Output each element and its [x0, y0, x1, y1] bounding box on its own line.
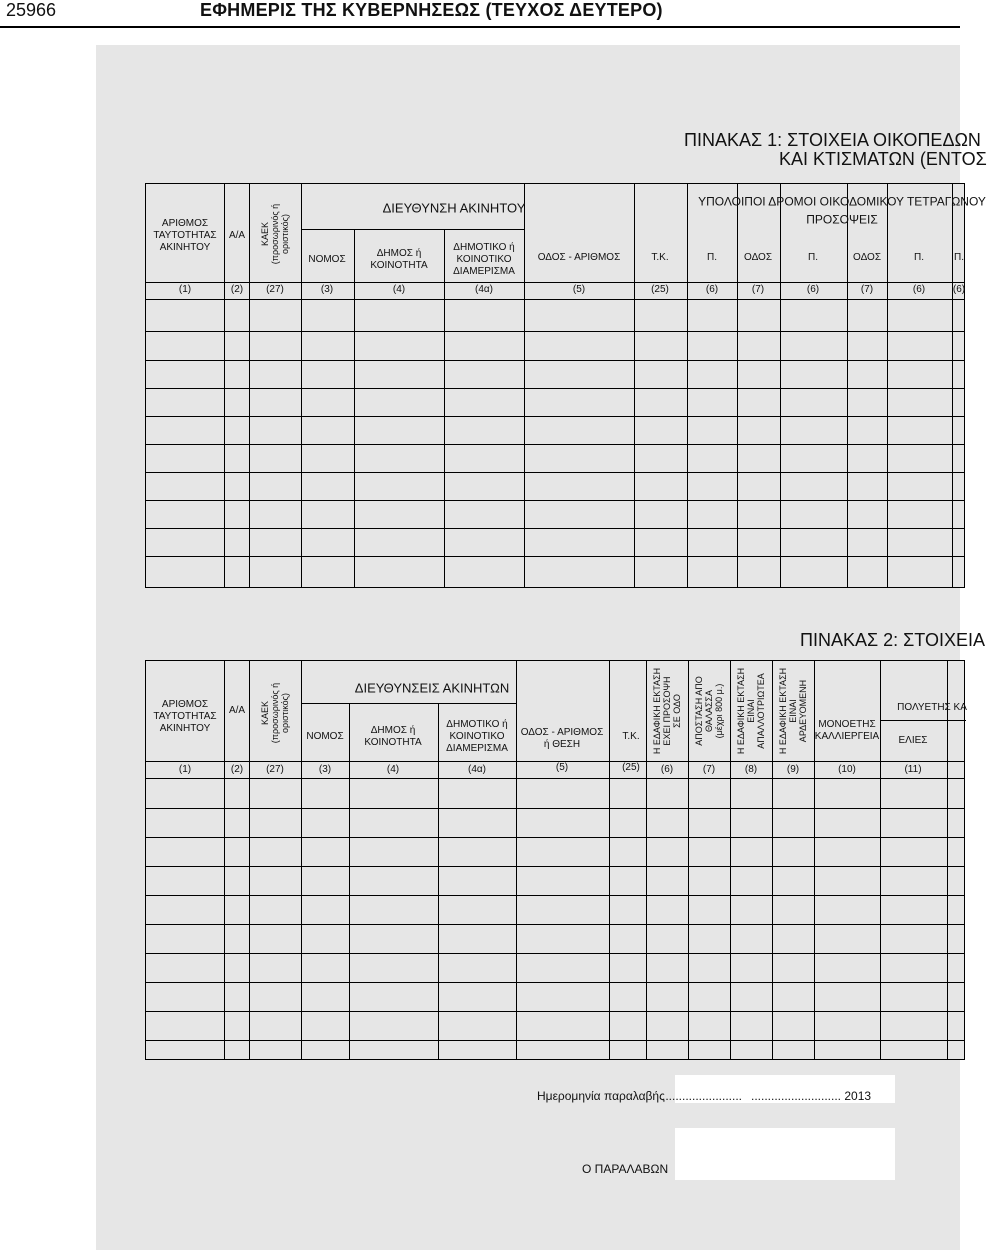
receipt-date-dots: ........................ [662, 1089, 743, 1103]
table1-title-line1: ΠΙΝΑΚΑΣ 1: ΣΤΟΙΧΕΙΑ ΟΙΚΟΠΕΔΩΝ [684, 130, 981, 150]
t2-header-sea-distance: ΑΠΟΣΤΑΣΗ ΑΠΟ ΘΑΛΑΣΣΑ (μέχρι 800 μ.) [694, 676, 724, 746]
t1-header-p: Π. [954, 252, 964, 263]
t2-code: (9) [786, 764, 800, 775]
t2-code: (27) [266, 764, 284, 775]
receiver-signature-box[interactable] [675, 1128, 895, 1180]
running-head: ΕΦΗΜΕΡΙΣ ΤΗΣ ΚΥΒΕΡΝΗΣΕΩΣ (ΤΕΥΧΟΣ ΔΕΥΤΕΡΟ) [200, 0, 663, 20]
t1-header-p: Π. [707, 252, 717, 263]
t2-header-tk: Τ.Κ. [622, 731, 640, 742]
t2-header-irrigated: Η ΕΔΑΦΙΚΗ ΕΚΤΑΣΗ ΕΙΝΑΙ ΑΡΔΕΥΟΜΕΝΗ [778, 667, 808, 755]
t1-header-tk: Τ.Κ. [651, 252, 669, 263]
t2-header-kaek: ΚΑΕΚ (προσωρινός ή οριστικός) [260, 682, 290, 744]
t1-header-road: ΟΔΟΣ [853, 252, 881, 263]
t1-header-dimos: ΔΗΜΟΣ ή ΚΟΙΝΟΤΗΤΑ [370, 248, 428, 271]
t1-header-roads-group: ΥΠΟΛΟΙΠΟΙ ΔΡΟΜΟΙ ΟΙΚΟΔΟΜΙΚΟΥ ΤΕΤΡΑΓΩΝΟΥ [698, 194, 986, 209]
t1-header-dimotiko: ΔΗΜΟΤΙΚΟ ή ΚΟΙΝΟΤΙΚΟ ΔΙΑΜΕΡΙΣΜΑ [453, 242, 515, 277]
receipt-date-label: Ημερομηνία παραλαβής [537, 1089, 665, 1103]
t1-code: (6) [705, 284, 719, 295]
t2-header-odos-arithmos: ΟΔΟΣ - ΑΡΙΘΜΟΣ ή ΘΕΣΗ [520, 727, 604, 750]
t2-header-inalienable: Η ΕΔΑΦΙΚΗ ΕΚΤΑΣΗ ΕΙΝΑΙ ΑΠΑΛΛΟΤΡΙΩΤΕΑ [736, 667, 766, 755]
t1-code: (27) [266, 284, 284, 295]
t1-code: (4) [392, 284, 406, 295]
t1-header-odos-arithmos: ΟΔΟΣ - ΑΡΙΘΜΟΣ [537, 252, 621, 263]
t2-code: (3) [318, 764, 332, 775]
t2-code: (5) [555, 762, 569, 773]
t1-header-frontages: ΠΡΟΣΟΨΕΙΣ [806, 212, 878, 227]
t1-code: (6) [806, 284, 820, 295]
t2-header-dimos: ΔΗΜΟΣ ή ΚΟΙΝΟΤΗΤΑ [364, 725, 422, 748]
t2-code: (8) [744, 764, 758, 775]
table1-title-line2: ΚΑΙ ΚΤΙΣΜΑΤΩΝ (ΕΝΤΟΣ [779, 149, 987, 169]
t1-code: (4α) [474, 284, 494, 295]
t1-header-kaek: ΚΑΕΚ (προσωρινός ή οριστικός) [260, 203, 290, 265]
t2-header-nomos: ΝΟΜΟΣ [306, 731, 344, 742]
t2-code: (1) [178, 764, 192, 775]
t1-code: (6) [912, 284, 926, 295]
header-rule [0, 26, 960, 28]
t2-code: (6) [660, 764, 674, 775]
receiver-label: Ο ΠΑΡΑΛΑΒΩΝ [582, 1162, 669, 1176]
t2-code: (10) [838, 764, 856, 775]
t1-header-road: ΟΔΟΣ [744, 252, 772, 263]
t1-code: (5) [572, 284, 586, 295]
t2-code: (4) [386, 764, 400, 775]
t1-header-nomos: ΝΟΜΟΣ [308, 254, 346, 265]
table2-grid [145, 660, 965, 1060]
t2-header-frontage: Η ΕΔΑΦΙΚΗ ΕΚΤΑΣΗ ΕΧΕΙ ΠΡΟΣΟΨΗ ΣΕ ΟΔΟ [652, 667, 682, 755]
t2-header-olives: ΕΛΙΕΣ [898, 735, 928, 746]
t2-code: (11) [904, 764, 922, 775]
t1-header-address-group: ΔΙΕΥΘΥΝΣΗ ΑΚΙΝΗΤΟΥ [382, 200, 526, 216]
t2-header-property-id: ΑΡΙΘΜΟΣ ΤΑΥΤΟΤΗΤΑΣ ΑΚΙΝΗΤΟΥ [153, 699, 217, 734]
t2-code: (7) [702, 764, 716, 775]
t1-header-p: Π. [808, 252, 818, 263]
t2-header-perennial-crop: ΠΟΛΥΕΤΗΣ ΚΑ [897, 702, 967, 713]
t1-code: (6) [952, 284, 966, 295]
t2-header-aa: Α/Α [228, 705, 246, 716]
t2-code: (25) [622, 762, 640, 773]
table1-grid [145, 183, 986, 588]
t1-header-property-id: ΑΡΙΘΜΟΣ ΤΑΥΤΟΤΗΤΑΣ ΑΚΙΝΗΤΟΥ [153, 218, 217, 253]
t2-header-annual-crop: ΜΟΝΟΕΤΗΣ ΚΑΛΛΙΕΡΓΕΙΑ [814, 719, 880, 742]
t2-header-dimotiko: ΔΗΜΟΤΙΚΟ ή ΚΟΙΝΟΤΙΚΟ ΔΙΑΜΕΡΙΣΜΑ [446, 719, 508, 754]
t1-code: (1) [178, 284, 192, 295]
t2-code: (4α) [467, 764, 487, 775]
t1-code: (25) [651, 284, 669, 295]
table2-title: ΠΙΝΑΚΑΣ 2: ΣΤΟΙΧΕΙΑ [800, 630, 985, 650]
t1-code: (7) [860, 284, 874, 295]
t1-header-aa: Α/Α [228, 230, 246, 241]
t2-header-address-group: ΔΙΕΥΘΥΝΣΕΙΣ ΑΚΙΝΗΤΩΝ [354, 680, 510, 696]
t1-code: (7) [751, 284, 765, 295]
t1-code: (2) [230, 284, 244, 295]
t2-code: (2) [230, 764, 244, 775]
t1-header-p: Π. [914, 252, 924, 263]
page-number: 25966 [6, 0, 57, 20]
receipt-year: ........................... 2013 [751, 1089, 872, 1103]
t1-code: (3) [320, 284, 334, 295]
